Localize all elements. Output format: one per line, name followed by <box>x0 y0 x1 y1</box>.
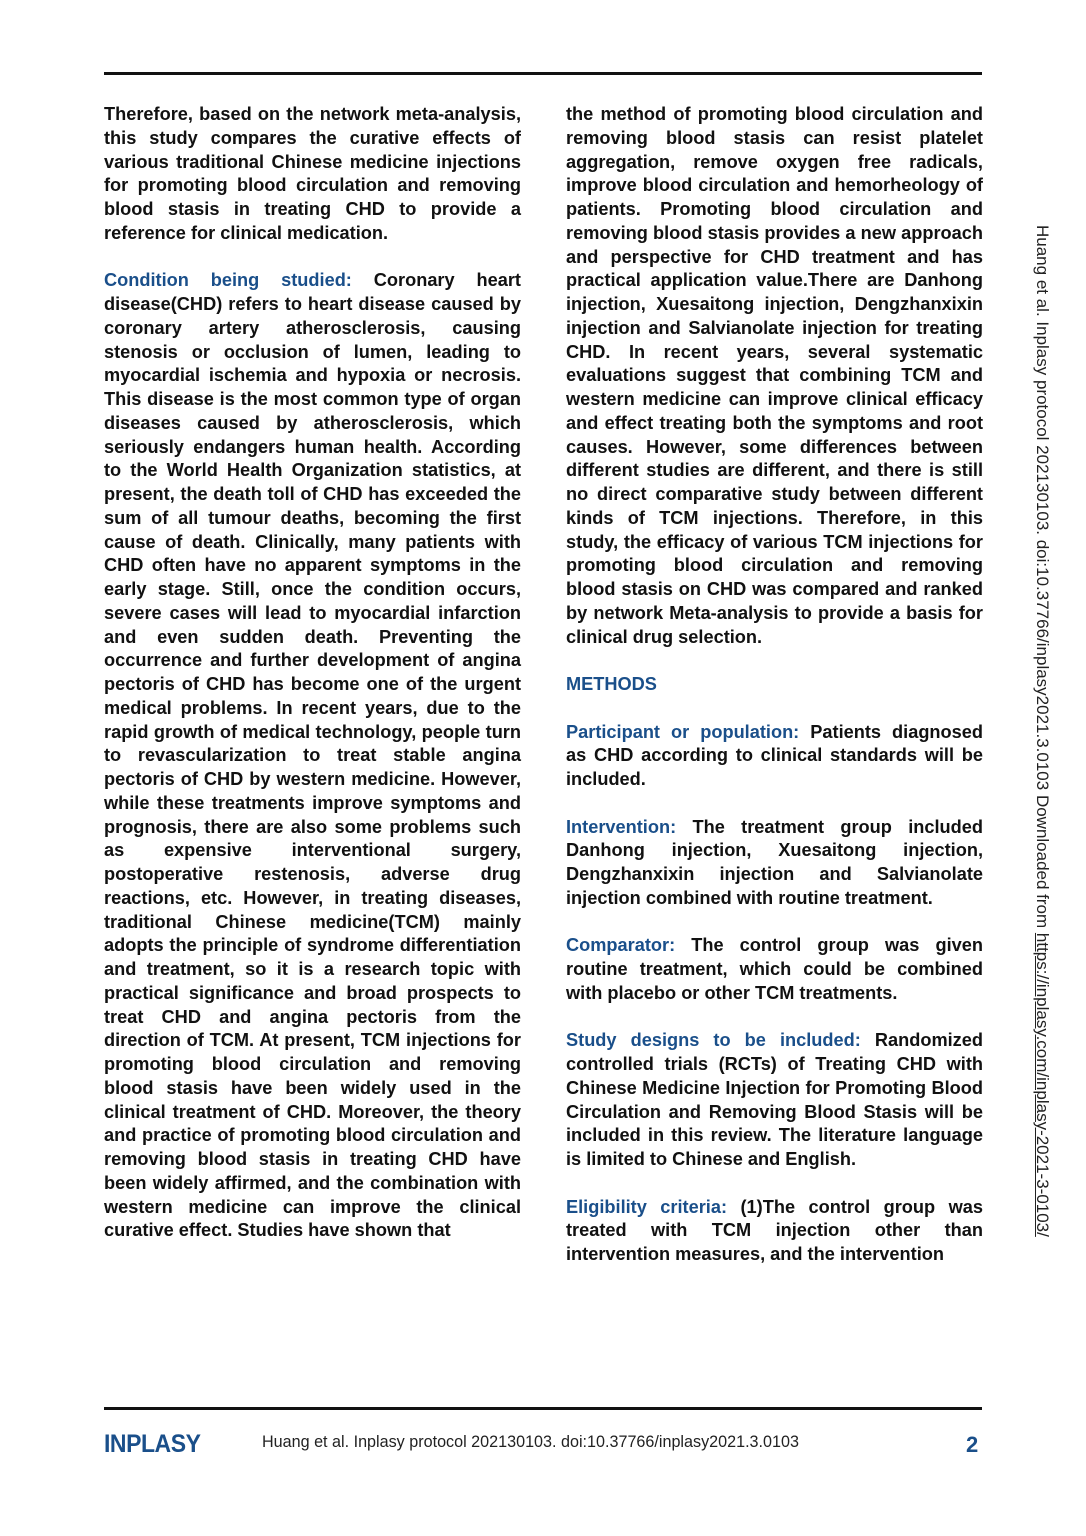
eligibility-text: (1)The control group was treated with TCM injection other than intervention measures, and the intervention <box>566 1196 983 1264</box>
condition-label: Condition being studied: <box>104 270 352 291</box>
comparator-label: Comparator: <box>566 935 676 956</box>
methods-heading: METHODS <box>566 674 657 694</box>
page-number: 2 <box>966 1432 979 1457</box>
comparator-text: The control group was given routine treatment, which could be combined with placebo or other TCM treatments. <box>566 935 983 1003</box>
participant-text: Patients diagnosed as CHD according to clinical standards will be included. <box>566 721 983 789</box>
download-link[interactable]: https://inplasy.com/inplasy-2021-3-0103/ <box>1033 932 1052 1237</box>
intervention-section <box>566 816 983 911</box>
header-rule <box>104 72 982 75</box>
side-note-text: Huang et al. Inplasy protocol 202130103. doi:10.37766/inplasy2021.3.0103 Downloaded from <box>1033 225 1052 933</box>
study-designs-label: Study designs to be included: <box>566 1030 861 1051</box>
participant-label: Participant or population: <box>566 721 800 742</box>
participant-section <box>566 721 983 792</box>
condition-section <box>104 269 521 1243</box>
eligibility-label: Eligibility criteria: <box>566 1196 728 1217</box>
eligibility-section <box>566 1196 983 1267</box>
footer-brand-logo: INPLASY <box>104 1430 201 1458</box>
comparator-section <box>566 934 983 1005</box>
intro-paragraph: Therefore, based on the network meta-analysis, this study compares the curative effects of various traditional Chinese medicine injections for promoting blood circulation and removing blood stasis in treating CHD to provide a reference for clinical medication. <box>104 104 521 243</box>
intervention-label: Intervention: <box>566 816 677 837</box>
background-paragraph: the method of promoting blood circulation and removing blood stasis can resist platelet aggregation, remove oxygen free radicals, improve blood circulation and hemorheology of patients. Promoting blood circulation and removing blood stasis provides a new approach and perspective for CHD treatment and has practical application value.There are Danhong injection, Xuesaitong injection, Dengzhanxixin injection and Salvianolate injection for treating CHD. In recent years, several systematic evaluations suggest that combining TCM and western medicine can improve clinical efficacy and effect treating both the symptoms and root causes. However, some differences between different studies are different, and there is still no direct comparative study between different kinds of TCM injections. Therefore, in this study, the efficacy of various TCM injections for promoting blood circulation and removing blood stasis on CHD was compared and ranked by network Meta-analysis to provide a basis for clinical drug selection. <box>566 104 983 647</box>
right-column <box>566 103 983 1291</box>
study-designs-text: Randomized controlled trials (RCTs) of Treating CHD with Chinese Medicine Injection for Promoting Blood Circulation and Removing Blood Stasis will be included in this review. The literature language is limited to Chinese and English. <box>566 1030 983 1169</box>
study-designs-section <box>566 1029 983 1172</box>
footer-rule <box>104 1407 982 1410</box>
footer-citation: Huang et al. Inplasy protocol 202130103. doi:10.37766/inplasy2021.3.0103 <box>262 1432 799 1451</box>
condition-text: Coronary heart disease(CHD) refers to heart disease caused by coronary artery atherosclerosis, causing stenosis or occlusion of lumen, leading to myocardial ischemia and hypoxia or necrosis. This disease is the most common type of organ diseases caused by atherosclerosis, which seriously endangers human health. According to the World Health Organization statistics, at present, the death toll of CHD has exceeded the sum of all tumour deaths, becoming the first cause of death. Clinically, many patients with CHD often have no apparent symptoms in the early stage. Still, once the condition occurs, severe cases will lead to myocardial infarction and even sudden death. Preventing the occurrence and further development of angina pectoris of CHD has become one of the urgent medical problems. In recent years, due to the rapid growth of medical technology, people turn to revascularization to treat stable angina pectoris of CHD by western medicine. However, while these treatments improve symptoms and prognosis, there are also some problems such as expensive interventional surgery, postoperative restenosis, adverse drug reactions, etc. However, in treating diseases, traditional Chinese medicine(TCM) mainly adopts the principle of syndrome differentiation and treatment, so it is a research topic with practical significance and broad prospects to treat CHD and angina pectoris from the direction of TCM. At present, TCM injections for promoting blood circulation and removing blood stasis have been widely used in the clinical treatment of CHD. Moreover, the theory and practice of promoting blood circulation and removing blood stasis in treating CHD have been widely affirmed, and the combination with western medicine can improve the clinical curative effect. Studies have shown that <box>104 270 521 1241</box>
intervention-text: The treatment group included Danhong injection, Xuesaitong injection, Dengzhanxixin injection and Salvianolate injection combined with routine treatment. <box>566 816 983 908</box>
left-column <box>104 103 521 1267</box>
